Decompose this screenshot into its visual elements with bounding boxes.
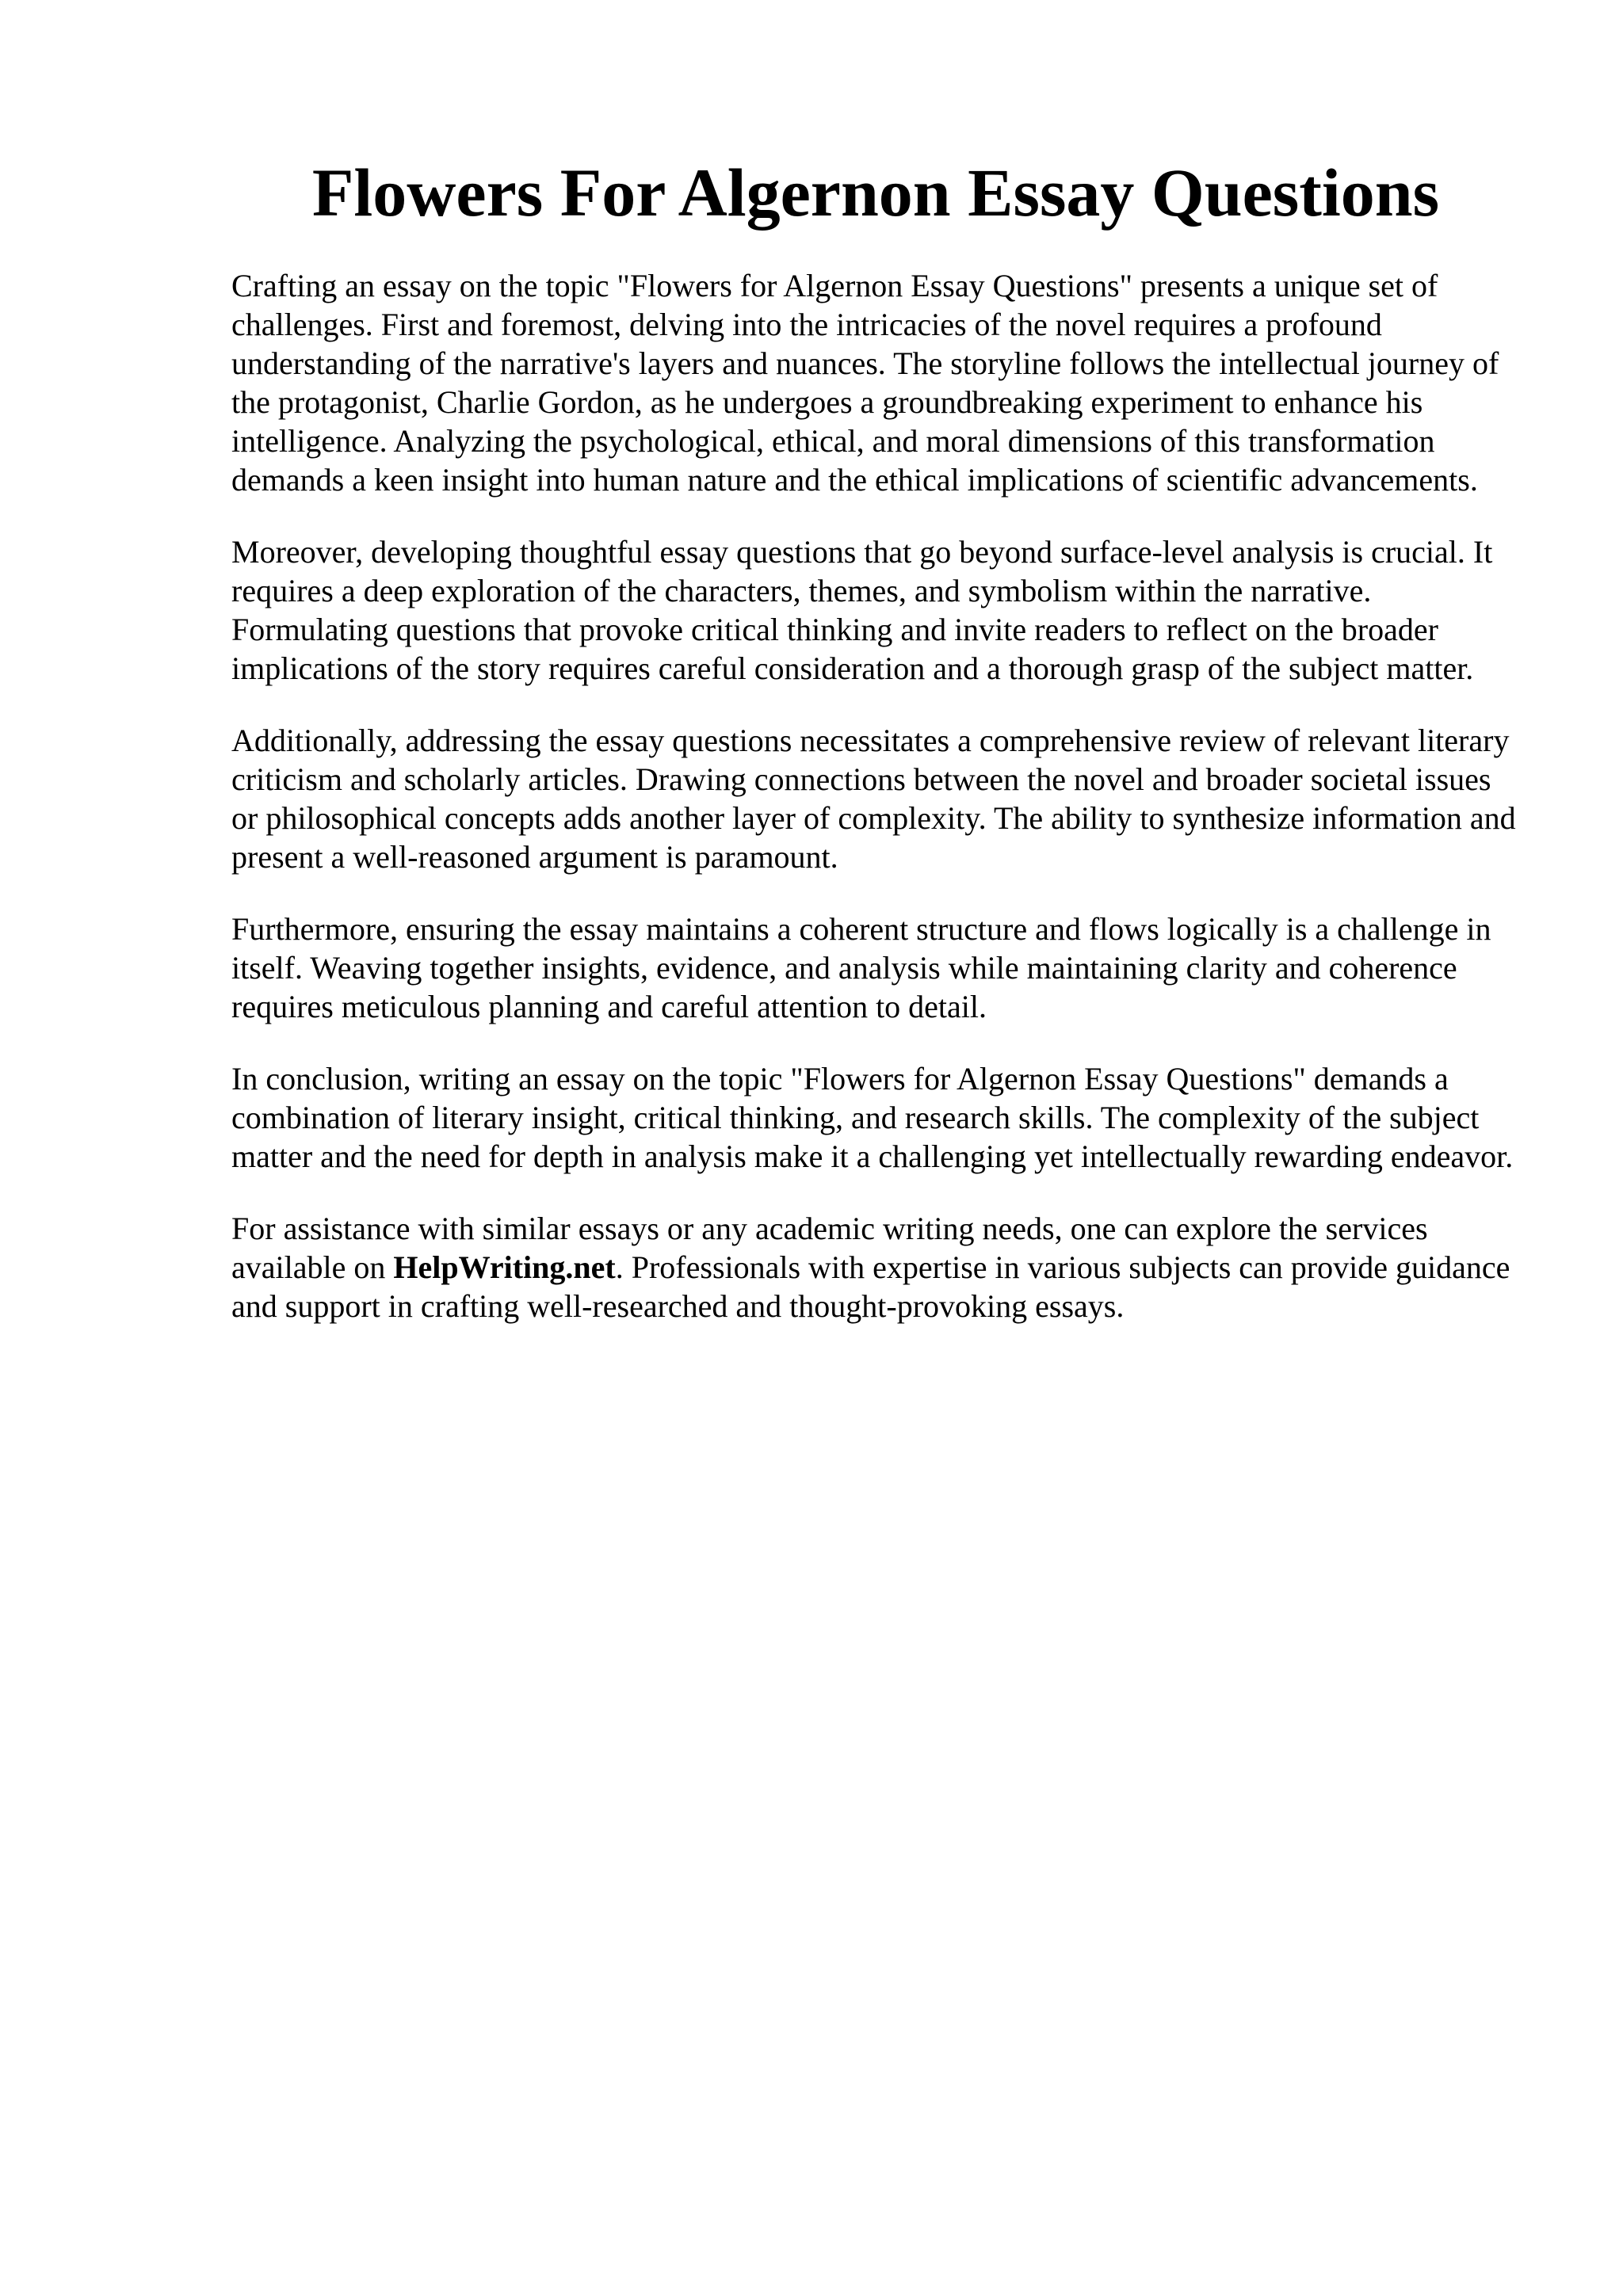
paragraph-6	[231, 1209, 1522, 1325]
paragraph-6-intro: For assistance with similar essays or any academic writing needs, one can explore the services available on	[231, 1211, 1428, 1285]
essay-body	[231, 266, 1522, 1359]
paragraph-1: Crafting an essay on the topic "Flowers for Algernon Essay Questions" presents a unique set of challenges. First and foremost, delving into the intricacies of the novel requires a profound understanding of the narrative's layers and nuances. The storyline follows the intellectual journey of the protagonist, Charlie Gordon, as he undergoes a groundbreaking experiment to enhance his intelligence. Analyzing the psychological, ethical, and moral dimensions of this transformation demands a keen insight into human nature and the ethical implications of scientific advancements.	[231, 268, 1499, 498]
paragraph-6-rest: . Professionals with expertise in various subjects can provide guidance and support in crafting well-researched and thought-provoking essays.	[231, 1249, 1510, 1324]
paragraph-2: Moreover, developing thoughtful essay questions that go beyond surface-level analysis is crucial. It requires a deep exploration of the characters, themes, and symbolism within the narrative. Formulating questions that provoke critical thinking and invite readers to reflect on the broader implications of the story requires careful consideration and a thorough grasp of the subject matter.	[231, 534, 1493, 686]
paragraph-4: Furthermore, ensuring the essay maintains a coherent structure and flows logically is a challenge in itself. Weaving together insights, evidence, and analysis while maintaining clarity and coherence requires meticulous planning and careful attention to detail.	[231, 911, 1491, 1024]
helpwriting-link[interactable]: HelpWriting.net	[393, 1249, 616, 1285]
document-title: Flowers For Algernon Essay Questions	[311, 154, 1440, 231]
paragraph-3: Additionally, addressing the essay questions necessitates a comprehensive review of relevant literary criticism and scholarly articles. Drawing connections between the novel and broader societal issues or philosophical concepts adds another layer of complexity. The ability to synthesize information and present a well-reasoned argument is paramount.	[231, 723, 1516, 875]
paragraph-5: In conclusion, writing an essay on the topic "Flowers for Algernon Essay Questions" demands a combination of literary insight, critical thinking, and research skills. The complexity of the subject matter and the need for depth in analysis make it a challenging yet intellectually rewarding endeavor.	[231, 1061, 1514, 1174]
